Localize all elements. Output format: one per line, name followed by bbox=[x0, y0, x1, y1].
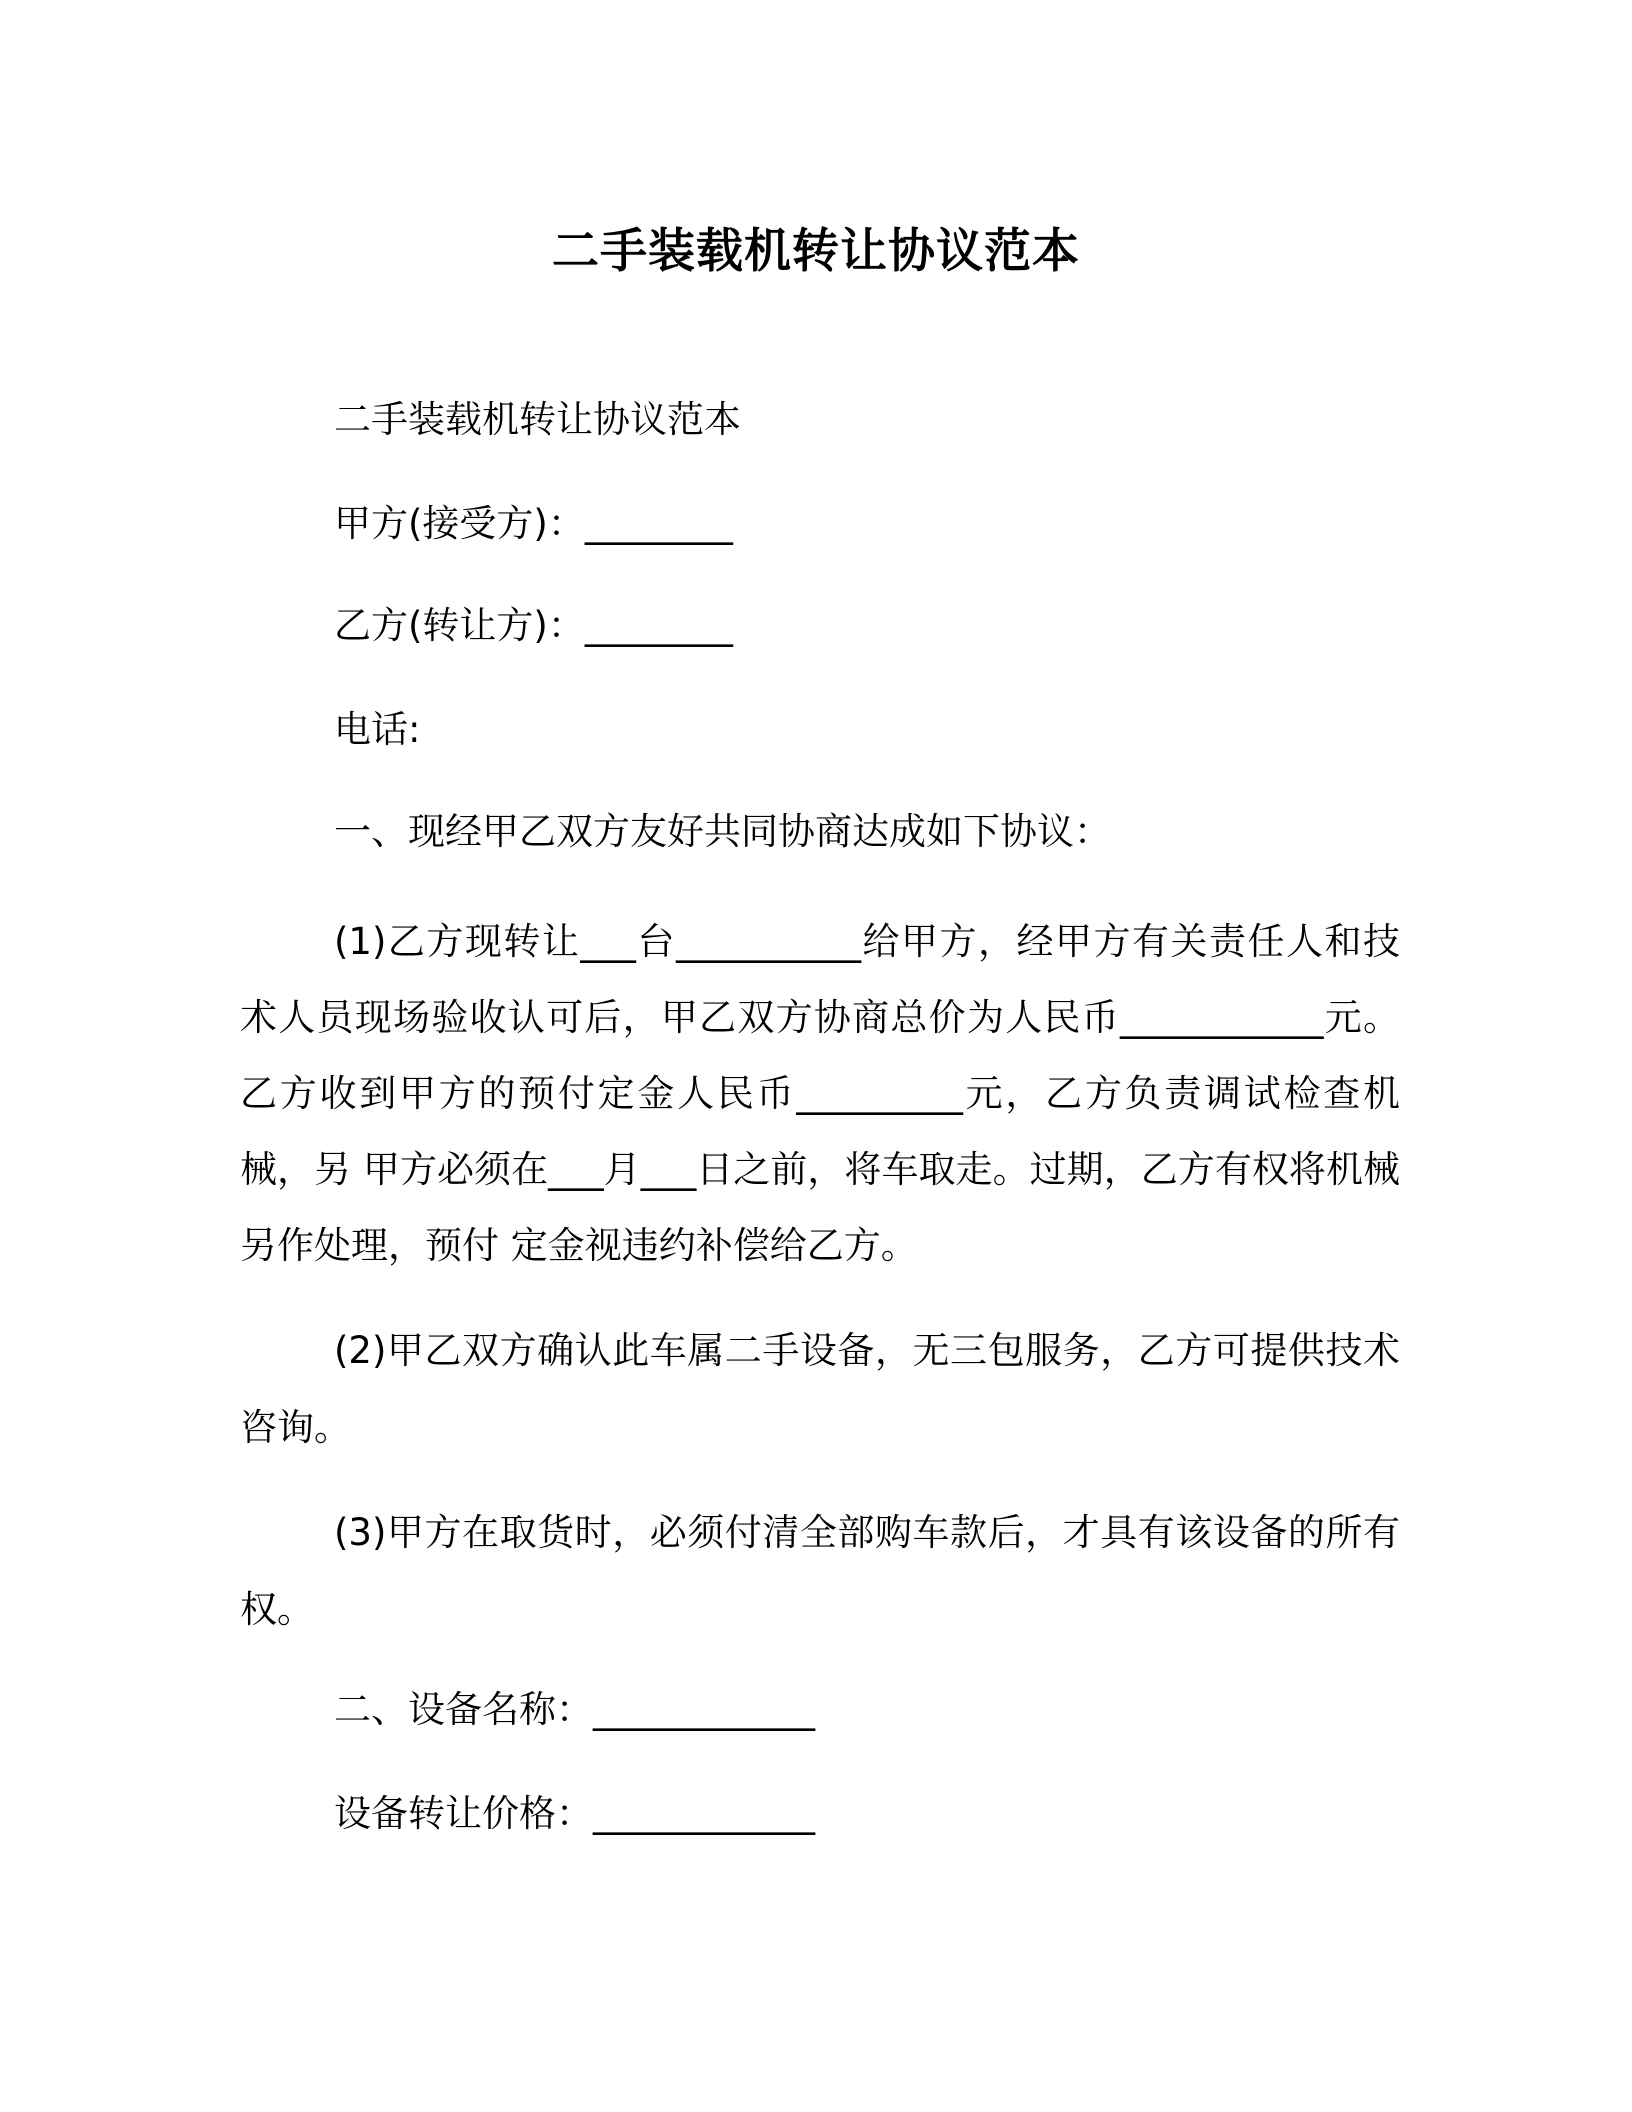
section-one-heading: 一、现经甲乙双方友好共同协商达成如下协议： bbox=[334, 810, 1111, 853]
clause-1-paragraph: (1)乙方现转让___台__________给甲方，经甲方有关责任人和技术人员现场验收认可后，甲乙双方协商总价为人民币___________元。乙方收到甲方的预付定金人民币_________元，乙方负责调试检查机械，另 甲方必须在___月___日之前，将车取走。过期，乙方有权将机械另作处理，预付 定金视违约补偿给乙方。 bbox=[240, 920, 1400, 1267]
clause-2-paragraph: (2)甲乙双方确认此车属二手设备，无三包服务，乙方可提供技术咨询。 bbox=[240, 1329, 1400, 1449]
party-a-line: 甲方(接受方)：________ bbox=[334, 502, 733, 545]
section-two-heading: 二、设备名称：____________ bbox=[334, 1688, 815, 1731]
party-b-line: 乙方(转让方)：________ bbox=[334, 604, 733, 647]
document-subtitle: 二手装载机转让协议范本 bbox=[334, 398, 741, 441]
transfer-price-line: 设备转让价格：____________ bbox=[334, 1792, 815, 1835]
phone-line: 电话: bbox=[334, 708, 421, 751]
document-title: 二手装载机转让协议范本 bbox=[552, 224, 1080, 279]
clause-3-paragraph: (3)甲方在取货时，必须付清全部购车款后，才具有该设备的所有权。 bbox=[240, 1511, 1400, 1631]
